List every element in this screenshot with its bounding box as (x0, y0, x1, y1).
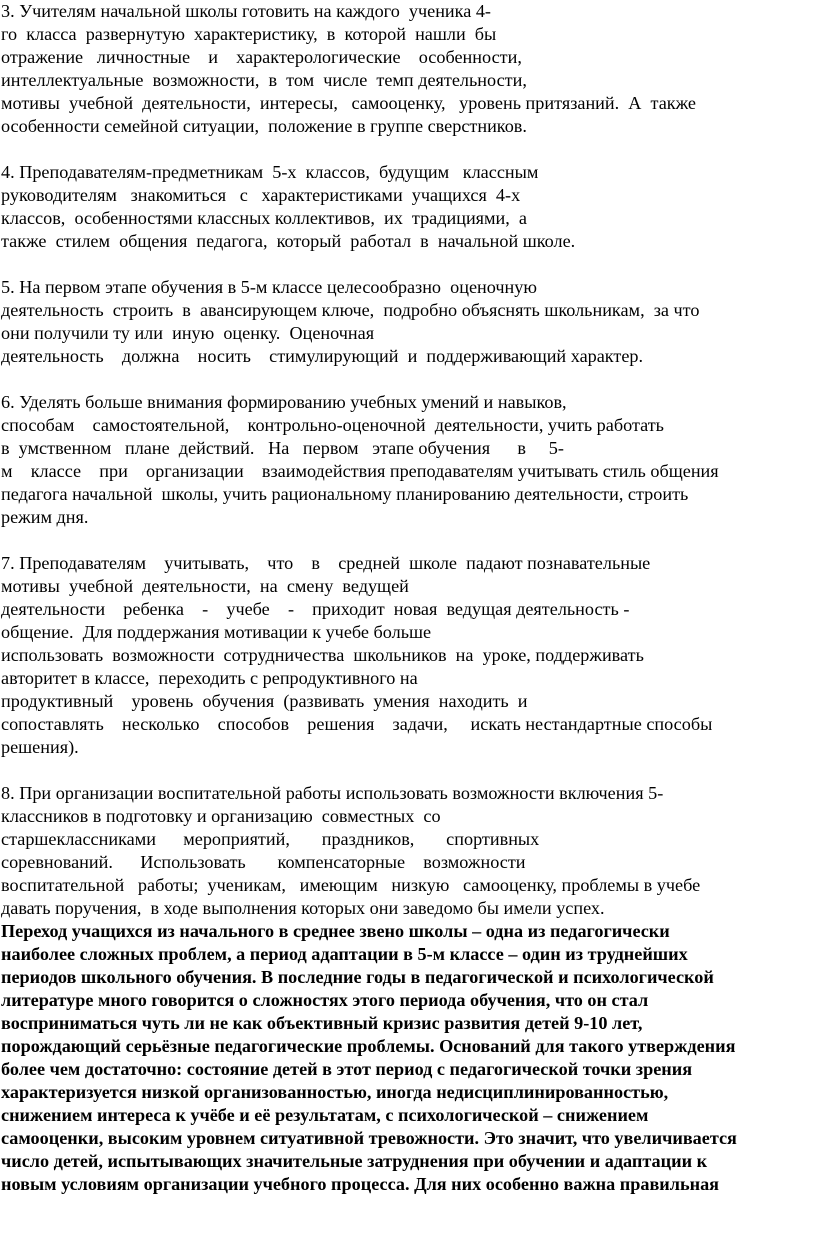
text-line-37: старшеклассниками мероприятий, праздников, спортивных (1, 829, 540, 849)
text-line-6: особенности семейной ситуации, положение в группе сверстников. (1, 116, 527, 136)
bold-text-line-41: Переход учащихся из начального в среднее звено школы – одна из педагогически (1, 921, 670, 941)
bold-text-line-50: самооценки, высоким уровнем ситуативной тревожности. Это значит, что увеличивается (1, 1128, 737, 1148)
text-line-1: 3. Учителям начальной школы готовить на каждого ученика 4- (1, 1, 491, 21)
text-line-39: воспитательной работы; ученикам, имеющим низкую самооценку, проблемы в учебе (1, 875, 701, 895)
text-line-28: общение. Для поддержания мотивации к учебе больше (1, 622, 432, 642)
bold-text-line-43: периодов школьного обучения. В последние годы в педагогической и психологической (1, 967, 714, 987)
text-line-26: мотивы учебной деятельности, на смену ведущей (1, 576, 409, 596)
text-line-31: продуктивный уровень обучения (развивать умения находить и (1, 691, 528, 711)
text-line-11: также стилем общения педагога, который работал в начальной школе. (1, 231, 576, 251)
text-line-19: способам самостоятельной, контрольно-оценочной деятельности, учить работать (1, 415, 664, 435)
text-line-20: в умственном плане действий. На первом этапе обучения в 5- (1, 438, 564, 458)
bold-text-line-44: литературе много говорится о сложностях этого периода обучения, что он стал (1, 990, 649, 1010)
bold-text-line-46: порождающий серьёзные педагогические проблемы. Оснований для такого утверждения (1, 1036, 736, 1056)
text-line-29: использовать возможности сотрудничества школьников на уроке, поддерживать (1, 645, 644, 665)
text-line-2: го класса развернутую характеристику, в которой нашли бы (1, 24, 497, 44)
text-line-36: классников в подготовку и организацию совместных со (1, 806, 441, 826)
bold-text-line-47: более чем достаточно: состояние детей в этот период с педагогической точки зрения (1, 1059, 693, 1079)
text-line-40: давать поручения, в ходе выполнения которых они заведомо бы имели успех. (1, 898, 605, 918)
text-line-32: сопоставлять несколько способов решения задачи, искать нестандартные способы (1, 714, 713, 734)
bold-text-line-48: характеризуется низкой организованностью, иногда недисциплинированностью, (1, 1082, 669, 1102)
text-line-10: классов, особенностями классных коллективов, их традициями, а (1, 208, 528, 228)
bold-text-line-52: новым условиям организации учебного процесса. Для них особенно важна правильная (1, 1174, 719, 1194)
bold-text-line-49: снижением интереса к учёбе и её результатам, с психологической – снижением (1, 1105, 649, 1125)
text-line-35: 8. При организации воспитательной работы использовать возможности включения 5- (1, 783, 664, 803)
text-line-16: деятельность должна носить стимулирующий и поддерживающий характер. (1, 346, 644, 366)
text-line-33: решения). (1, 737, 79, 757)
text-line-22: педагога начальной школы, учить рациональному планированию деятельности, строить (1, 484, 689, 504)
text-line-23: режим дня. (1, 507, 89, 527)
text-line-21: м классе при организации взаимодействия преподавателям учитывать стиль общения (1, 461, 719, 481)
text-line-27: деятельности ребенка - учебе - приходит новая ведущая деятельность - (1, 599, 630, 619)
text-line-5: мотивы учебной деятельности, интересы, самооценку, уровень притязаний. А также (1, 93, 696, 113)
text-line-9: руководителям знакомиться с характеристиками учащихся 4-х (1, 185, 521, 205)
bold-text-line-45: восприниматься чуть ли не как объективный кризис развития детей 9-10 лет, (1, 1013, 643, 1033)
text-line-13: 5. На первом этапе обучения в 5-м классе целесообразно оценочную (1, 277, 537, 297)
bold-text-line-51: число детей, испытывающих значительные затруднения при обучении и адаптации к (1, 1151, 708, 1171)
text-line-15: они получили ту или иную оценку. Оценочная (1, 323, 375, 343)
text-line-14: деятельность строить в авансирующем ключе, подробно объяснять школьникам, за что (1, 300, 700, 320)
bold-text-line-42: наиболее сложных проблем, а период адаптации в 5-м классе – один из труднейших (1, 944, 688, 964)
text-line-8: 4. Преподавателям-предметникам 5-х классов, будущим классным (1, 162, 539, 182)
text-line-30: авторитет в классе, переходить с репродуктивного на (1, 668, 418, 688)
text-line-18: 6. Уделять больше внимания формированию учебных умений и навыков, (1, 392, 567, 412)
text-line-4: интеллектуальные возможности, в том числе темп деятельности, (1, 70, 527, 90)
text-line-3: отражение личностные и характерологические особенности, (1, 47, 522, 67)
text-line-38: соревнований. Использовать компенсаторные возможности (1, 852, 526, 872)
text-line-25: 7. Преподавателям учитывать, что в средней школе падают познавательные (1, 553, 651, 573)
